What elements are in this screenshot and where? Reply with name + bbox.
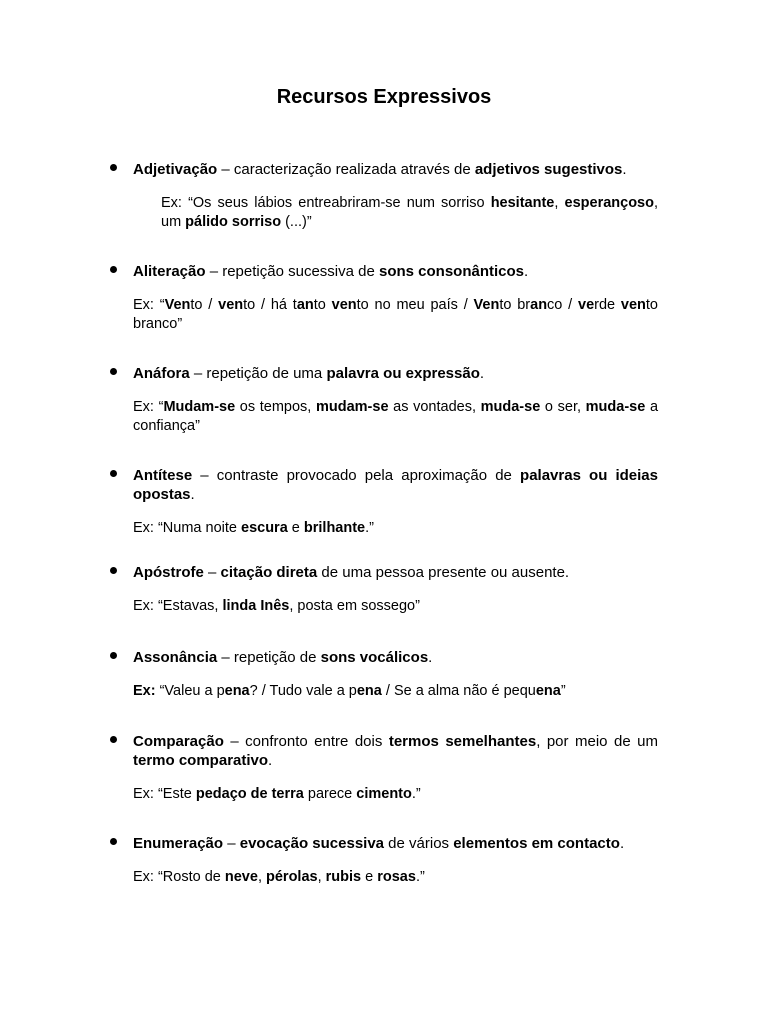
text-run: .	[268, 752, 273, 769]
text-run: .”	[415, 869, 425, 885]
text-run: (...)”	[281, 214, 312, 230]
text-run: / Se a alma não é pequ	[381, 683, 536, 699]
text-run: .”	[365, 520, 374, 536]
definition	[133, 364, 658, 383]
text-run: , por meio de um	[536, 733, 658, 750]
text-run: –	[223, 835, 240, 852]
text-run: to / há t	[243, 297, 297, 313]
text-run: to br	[499, 297, 531, 313]
bullet-icon	[110, 266, 117, 273]
emphasis-text: Aliteração	[133, 263, 206, 280]
text-run: – contraste provocado pela aproximação de	[192, 467, 521, 484]
emphasis-text: pérolas	[266, 869, 318, 885]
emphasis-text: cimento	[356, 786, 412, 802]
emphasis-text: ena	[224, 683, 250, 699]
emphasis-text: pálido sorriso	[185, 214, 282, 230]
emphasis-text: Ex:	[133, 683, 156, 699]
emphasis-text: Adjetivação	[133, 161, 218, 178]
text-run: to branco”	[133, 297, 658, 332]
bullet-icon	[110, 652, 117, 659]
emphasis-text: Ven	[473, 297, 500, 313]
emphasis-text: ven	[331, 297, 357, 313]
text-run: to /	[190, 297, 219, 313]
text-run: os tempos,	[235, 399, 316, 415]
text-run: .	[428, 649, 433, 666]
bullet-icon	[110, 164, 117, 171]
emphasis-text: sons consonânticos	[378, 263, 525, 280]
emphasis-text: Apóstrofe	[133, 564, 204, 581]
text-run: – repetição de	[217, 649, 321, 666]
emphasis-text: linda Inês	[222, 598, 290, 614]
definition	[133, 563, 658, 582]
emphasis-text: elementos em contacto	[453, 835, 620, 852]
emphasis-text: Enumeração	[133, 835, 224, 852]
example	[133, 296, 658, 334]
list-item-adjetivacao	[110, 160, 658, 232]
list-item-aliteracao	[110, 262, 658, 334]
definition	[133, 834, 658, 853]
example	[133, 519, 658, 538]
text-run: ,	[317, 869, 326, 885]
text-run: ,	[257, 869, 266, 885]
list-item-anafora	[110, 364, 658, 436]
text-run: ,	[554, 195, 565, 211]
definition	[133, 732, 658, 770]
text-run: .	[619, 835, 625, 852]
emphasis-text: Anáfora	[133, 365, 190, 382]
text-run: – confronto entre dois	[223, 733, 389, 750]
text-run: e	[287, 520, 304, 536]
bullet-icon	[110, 368, 117, 375]
emphasis-text: termos semelhantes	[388, 733, 537, 750]
text-run: .	[479, 365, 485, 382]
text-run: .	[524, 263, 529, 280]
emphasis-text: Mudam-se	[163, 399, 236, 415]
emphasis-text: hesitante	[490, 195, 555, 211]
emphasis-text: citação direta	[220, 564, 318, 581]
emphasis-text: rubis	[325, 869, 362, 885]
example	[133, 597, 658, 616]
text-run: e	[361, 869, 378, 885]
definition	[133, 160, 658, 179]
emphasis-text: Ven	[164, 297, 191, 313]
example	[133, 682, 658, 701]
emphasis-text: an	[530, 297, 548, 313]
emphasis-text: an	[296, 297, 314, 313]
text-run: Ex: “Estavas,	[133, 598, 223, 614]
emphasis-text: escura	[241, 520, 288, 536]
example	[161, 194, 658, 232]
emphasis-text: palavras ou ideias opostas	[133, 467, 658, 503]
emphasis-text: evocação sucessiva	[239, 835, 385, 852]
emphasis-text: Comparação	[133, 733, 224, 750]
emphasis-text: ven	[620, 297, 646, 313]
list-item-apostrofe	[110, 563, 658, 616]
emphasis-text: muda-se	[480, 399, 541, 415]
emphasis-text: ve	[578, 297, 595, 313]
emphasis-text: adjetivos sugestivos	[474, 161, 623, 178]
text-run: , um	[161, 195, 659, 230]
bullet-icon	[110, 736, 117, 743]
example	[133, 785, 658, 804]
text-run: a confiança”	[133, 399, 659, 434]
page-title: Recursos Expressivos	[276, 86, 492, 108]
text-run: Ex: “Este	[133, 786, 196, 802]
emphasis-text: neve	[224, 869, 258, 885]
text-run: rde	[594, 297, 621, 313]
emphasis-text: Antítese	[133, 467, 193, 484]
text-run: – caracterização realizada através de	[217, 161, 475, 178]
text-run: Ex: “	[133, 399, 164, 415]
definition	[133, 648, 658, 667]
list-item-assonancia	[110, 648, 658, 701]
bullet-icon	[110, 567, 117, 574]
text-run: as vontades,	[388, 399, 481, 415]
text-run: – repetição de uma	[189, 365, 327, 382]
text-run: – repetição sucessiva de	[205, 263, 379, 280]
text-run: Ex: “Numa noite	[133, 520, 241, 536]
bullet-icon	[110, 838, 117, 845]
definition	[133, 466, 658, 504]
emphasis-text: mudam-se	[315, 399, 389, 415]
text-run: “Valeu a p	[155, 683, 225, 699]
text-run: .”	[411, 786, 421, 802]
emphasis-text: pedaço de terra	[195, 786, 304, 802]
emphasis-text: muda-se	[585, 399, 646, 415]
list-item-antitese	[110, 466, 658, 538]
text-run: , posta em sossego”	[289, 598, 420, 614]
emphasis-text: esperançoso	[564, 195, 654, 211]
example	[133, 398, 658, 436]
emphasis-text: sons vocálicos	[320, 649, 429, 666]
text-run: de uma pessoa presente ou ausente.	[317, 564, 570, 581]
emphasis-text: ena	[356, 683, 382, 699]
text-run: ”	[560, 683, 566, 699]
text-run: de vários	[384, 835, 454, 852]
text-run: o ser,	[540, 399, 586, 415]
emphasis-text: Assonância	[133, 649, 218, 666]
definition	[133, 262, 658, 281]
text-run: to	[313, 297, 332, 313]
list-item-comparacao	[110, 732, 658, 804]
text-run: .	[190, 486, 195, 503]
text-run: ? / Tudo vale a p	[249, 683, 357, 699]
text-run: co /	[547, 297, 578, 313]
text-run: parece	[303, 786, 357, 802]
emphasis-text: ena	[535, 683, 561, 699]
text-run: –	[203, 564, 221, 581]
text-run: Ex: “Os seus lábios entreabriram-se num sorriso	[161, 195, 491, 211]
emphasis-text: rosas	[377, 869, 416, 885]
emphasis-text: brilhante	[303, 520, 366, 536]
text-run: to no meu país /	[356, 297, 474, 313]
example	[133, 868, 658, 887]
emphasis-text: ven	[218, 297, 244, 313]
emphasis-text: termo comparativo	[133, 752, 269, 769]
emphasis-text: palavra ou expressão	[326, 365, 480, 382]
list-item-enumeracao	[110, 834, 658, 887]
text-run: Ex: “Rosto de	[133, 869, 225, 885]
bullet-icon	[110, 470, 117, 477]
text-run: Ex: “	[133, 297, 165, 313]
text-run: .	[622, 161, 627, 178]
